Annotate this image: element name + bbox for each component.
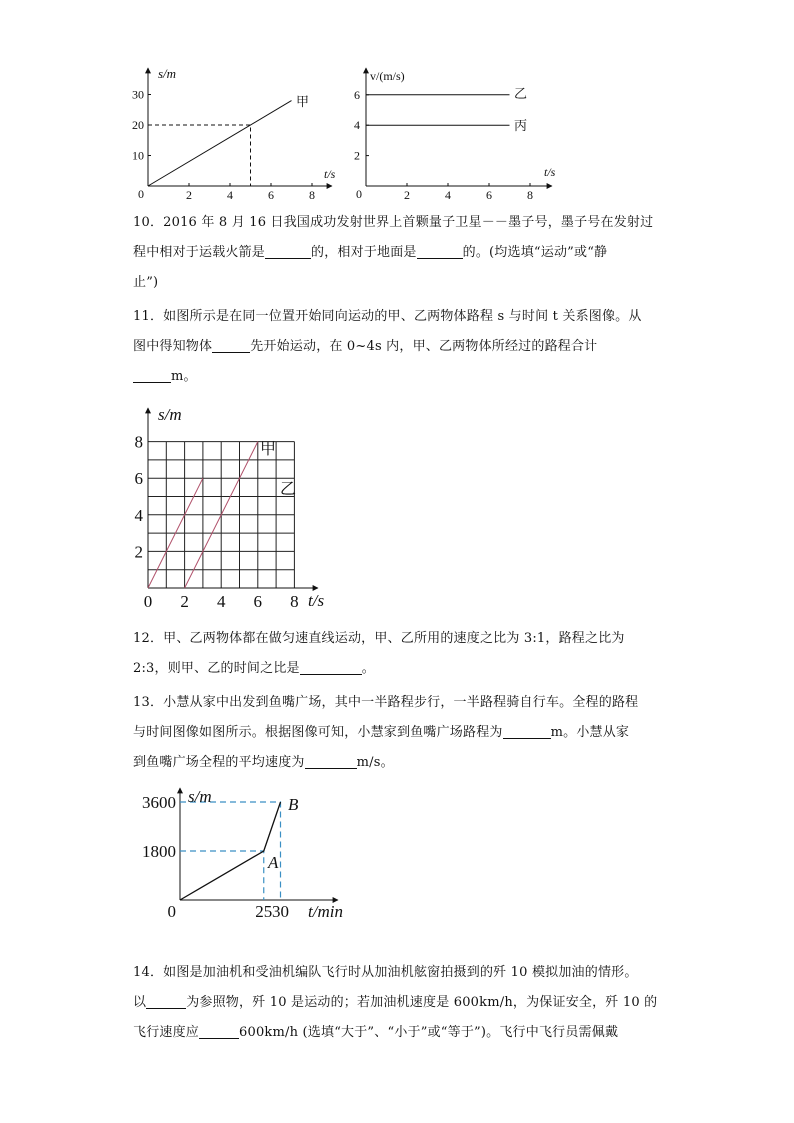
x-tick-label: 8: [527, 188, 533, 202]
q10-text-c: 的。(均选填“运动”或“静: [462, 245, 608, 260]
x-tick-label: 30: [272, 902, 289, 921]
q10-text-b: 的，相对于地面是: [311, 245, 417, 260]
question-11: [133, 302, 663, 392]
question-13: [133, 688, 663, 778]
q12-text-b: 。: [361, 661, 375, 676]
q11-answer-blank-1[interactable]: [212, 337, 250, 353]
y-axis-label: s/m: [188, 787, 212, 806]
q14-answer-blank-1[interactable]: [146, 993, 186, 1009]
q13-answer-blank-2[interactable]: [305, 753, 357, 769]
figure-2-vt-graph: [340, 62, 570, 202]
q10-line3: 止”): [133, 275, 159, 290]
x-tick-label: 8: [309, 188, 315, 202]
x-tick-label: 4: [216, 592, 226, 611]
y-tick-label: 6: [134, 469, 143, 489]
y-axis-label: s/m: [158, 405, 182, 424]
x-tick-label: 4: [445, 188, 451, 202]
origin-label: 0: [138, 187, 144, 201]
y-tick-label: 10: [132, 148, 144, 163]
x-tick-label: 2: [186, 188, 192, 202]
figure-4-st-graph: [130, 780, 360, 925]
y-tick-label: 2: [354, 148, 360, 163]
q14-text-c: 飞行速度应: [133, 1025, 200, 1040]
point-label-a: A: [268, 853, 279, 872]
y-axis-label: s/m: [158, 66, 177, 81]
question-14: [133, 958, 663, 1048]
q10-answer-blank-1[interactable]: [265, 243, 311, 259]
q10-answer-blank-2[interactable]: [417, 243, 463, 259]
q12-text-a: 2:3，则甲、乙的时间之比是: [133, 661, 300, 676]
y-tick-label: 1800: [142, 842, 176, 862]
x-axis-label: t/min: [308, 902, 343, 921]
y-tick-label: 4: [134, 505, 143, 525]
q13-text-d: m/s。: [356, 755, 394, 770]
q14-text-d: 600km/h (选填“大于”、“小于”或“等于”)。飞行中飞行员需佩戴: [239, 1025, 619, 1040]
y-tick-label: 20: [132, 118, 144, 132]
series-label-bing: 丙: [514, 118, 528, 133]
x-tick-label: 6: [253, 592, 263, 611]
x-tick-label: 6: [486, 188, 492, 202]
q10-line1: 10．2016 年 8 月 16 日我国成功发射世界上首颗量子卫星－－墨子号，墨子号在发射过: [133, 215, 654, 230]
q14-text-b: 为参照物，歼 10 是运动的；若加油机速度是 600km/h，为保证安全，歼 10 的: [186, 995, 658, 1010]
x-axis-label: t/s: [544, 165, 556, 179]
y-tick-label: 8: [134, 432, 143, 452]
x-tick-label: 4: [227, 188, 233, 202]
y-tick-label: 6: [354, 87, 360, 102]
q11-text-a: 图中得知物体: [133, 339, 213, 354]
y-tick-label: 2: [134, 542, 143, 562]
q12-line1: 12．甲、乙两物体都在做匀速直线运动，甲、乙所用的速度之比为 3:1，路程之比为: [133, 631, 625, 646]
y-tick-label: 30: [132, 87, 144, 102]
series-label-yi: 乙: [514, 86, 528, 101]
q10-text-a: 程中相对于运载火箭是: [133, 245, 266, 260]
x-tick-label: 6: [268, 188, 274, 202]
q13-text-b: m。小慧从家: [550, 725, 630, 740]
x-tick-label: 2: [404, 188, 410, 202]
q14-line1: 14．如图是加油机和受油机编队飞行时从加油机舷窗拍摄到的歼 10 模拟加油的情形。: [133, 965, 638, 980]
series-label-jia: 甲: [296, 94, 310, 109]
q13-answer-blank-1[interactable]: [503, 723, 551, 739]
y-axis-label: v/(m/s): [370, 69, 405, 83]
y-tick-label: 3600: [142, 793, 176, 813]
q13-text-c: 到鱼嘴广场全程的平均速度为: [133, 755, 305, 770]
series-line-jia: [148, 101, 292, 186]
x-axis-label: t/s: [308, 591, 325, 610]
point-label-b: B: [288, 795, 299, 814]
question-10: [133, 208, 663, 298]
q13-line1: 13．小慧从家中出发到鱼嘴广场，其中一半路程步行，一半路程骑自行车。全程的路程: [133, 695, 639, 710]
q11-text-b: 先开始运动，在 0~4s 内，甲、乙两物体所经过的路程合计: [250, 339, 598, 354]
q11-line1: 11．如图所示是在同一位置开始同向运动的甲、乙两物体路程 s 与时间 t 关系图像。从: [133, 309, 642, 324]
q11-text-c: m。: [171, 369, 197, 384]
q12-answer-blank[interactable]: [300, 659, 362, 675]
series-label-yi: 乙: [280, 481, 297, 498]
x-axis-label: t/s: [324, 167, 336, 181]
q14-answer-blank-2[interactable]: [199, 1023, 239, 1039]
origin-label: 0: [356, 187, 362, 201]
figure-1-st-graph: [130, 62, 350, 202]
x-tick-label: 8: [290, 592, 299, 611]
y-tick-label: 4: [354, 118, 360, 133]
x-tick-label: 2: [180, 592, 189, 611]
origin-label: 0: [167, 902, 176, 921]
x-tick-label: 25: [255, 902, 273, 921]
q11-answer-blank-2[interactable]: [133, 367, 171, 383]
x-tick-label: 0: [143, 592, 153, 611]
series-label-jia: 甲: [260, 441, 277, 458]
q13-text-a: 与时间图像如图所示。根据图像可知，小慧家到鱼嘴广场路程为: [133, 725, 503, 740]
q14-text-a: 以: [133, 995, 147, 1010]
figure-3-grid-graph: [130, 400, 340, 615]
question-12: [133, 624, 663, 684]
